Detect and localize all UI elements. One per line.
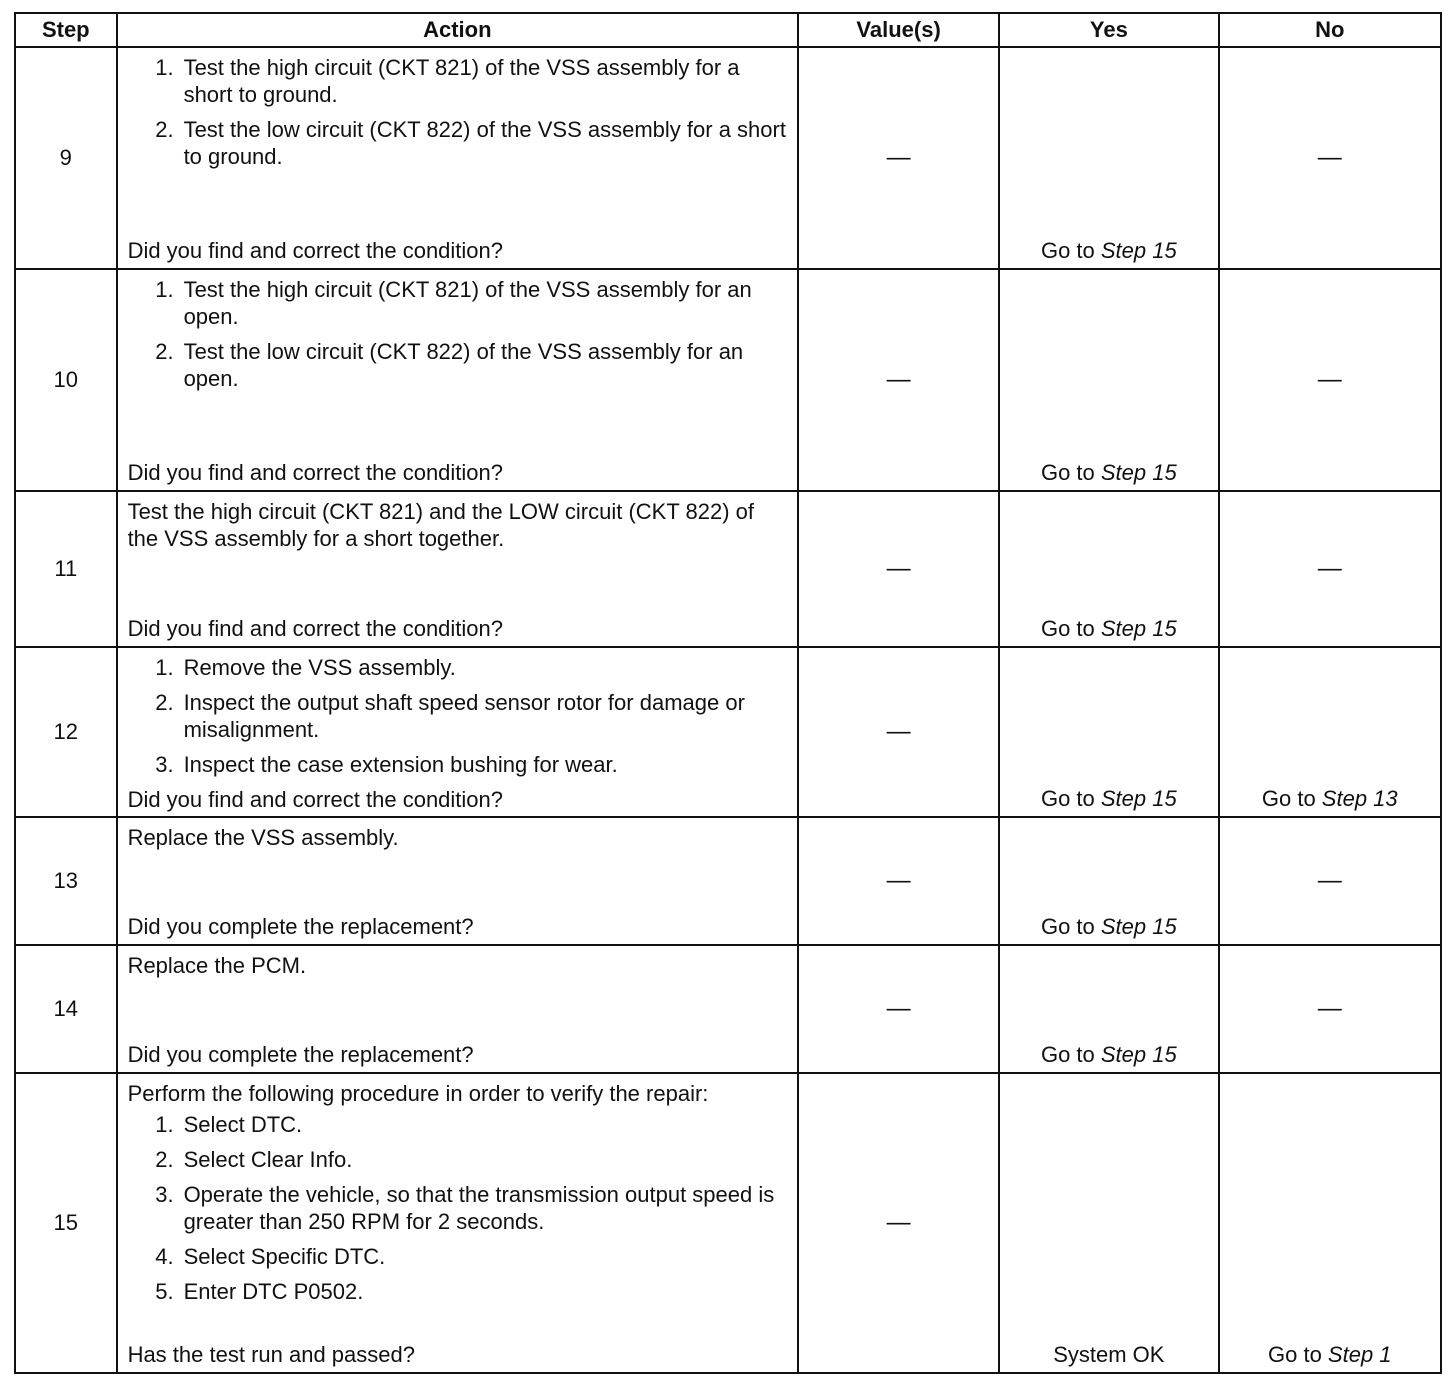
- value-cell: —: [798, 47, 999, 269]
- no-cell: —: [1219, 945, 1441, 1073]
- action-step-item: [128, 276, 788, 330]
- action-step-item: [128, 751, 788, 778]
- yes-result: Go to Step 15: [1040, 914, 1177, 939]
- value-cell: —: [798, 817, 999, 945]
- header-action: Action: [117, 13, 799, 47]
- action-steps-list: [128, 1111, 788, 1313]
- action-step-text: Inspect the case extension bushing for wear.: [183, 752, 618, 777]
- action-step-number: 3.: [155, 752, 174, 777]
- action-content: [118, 818, 798, 944]
- action-lead-text: Replace the VSS assembly.: [127, 825, 399, 850]
- action-step-number: 2.: [155, 339, 174, 364]
- action-step-item: [128, 1146, 788, 1173]
- action-question: Did you find and correct the condition?: [127, 787, 504, 812]
- action-content: [118, 1074, 798, 1372]
- action-cell: [117, 945, 799, 1073]
- action-step-item: [128, 689, 788, 743]
- no-cell: [1219, 1073, 1441, 1373]
- action-content: [118, 946, 798, 1072]
- action-lead-text: Perform the following procedure in order to verify the repair:: [127, 1081, 709, 1106]
- step-number: 9: [15, 47, 117, 269]
- action-step-number: 1.: [155, 277, 174, 302]
- action-step-item: [128, 1181, 788, 1235]
- no-result: Go to Step 13: [1261, 786, 1398, 811]
- step-number: 15: [15, 1073, 117, 1373]
- yes-result: Go to Step 15: [1040, 616, 1177, 641]
- no-cell: —: [1219, 491, 1441, 647]
- value-cell: —: [798, 269, 999, 491]
- action-cell: [117, 269, 799, 491]
- action-step-item: [128, 1243, 788, 1270]
- action-step-number: 1.: [155, 1112, 174, 1137]
- yes-cell: [999, 491, 1218, 647]
- action-step-text: Test the high circuit (CKT 821) of the VSS assembly for an open.: [183, 277, 752, 329]
- action-step-item: [128, 1111, 788, 1138]
- action-steps-list: [128, 654, 788, 786]
- table-row: [15, 269, 1441, 491]
- value-cell: —: [798, 1073, 999, 1373]
- yes-cell: [999, 1073, 1218, 1373]
- action-cell: [117, 1073, 799, 1373]
- table-row: [15, 647, 1441, 817]
- action-lead-text: Test the high circuit (CKT 821) and the LOW circuit (CKT 822) of the VSS assembly for a short together.: [127, 499, 755, 551]
- step-number: 14: [15, 945, 117, 1073]
- yes-cell: [999, 47, 1218, 269]
- action-cell: [117, 47, 799, 269]
- value-cell: —: [798, 647, 999, 817]
- table-row: [15, 817, 1441, 945]
- action-step-number: 1.: [155, 55, 174, 80]
- header-values: Value(s): [798, 13, 999, 47]
- action-question: Did you complete the replacement?: [127, 914, 474, 939]
- action-step-text: Select Specific DTC.: [183, 1244, 386, 1269]
- step-number: 13: [15, 817, 117, 945]
- value-cell: —: [798, 491, 999, 647]
- action-question: Did you find and correct the condition?: [127, 238, 504, 263]
- action-step-item: [128, 116, 788, 170]
- step-number: 12: [15, 647, 117, 817]
- action-step-text: Select Clear Info.: [183, 1147, 353, 1172]
- action-step-number: 5.: [155, 1279, 174, 1304]
- yes-cell: [999, 817, 1218, 945]
- yes-cell: [999, 647, 1218, 817]
- yes-result: Go to Step 15: [1040, 786, 1177, 811]
- diagnostic-table: [14, 12, 1442, 1374]
- no-result: Go to Step 1: [1268, 1342, 1392, 1367]
- yes-result-target: Step 15: [1100, 460, 1177, 485]
- header-row: [15, 13, 1441, 47]
- action-step-number: 3.: [155, 1182, 174, 1207]
- yes-result: System OK: [1053, 1342, 1165, 1367]
- table-row: [15, 47, 1441, 269]
- action-step-number: 4.: [155, 1244, 174, 1269]
- action-cell: [117, 491, 799, 647]
- header-yes: Yes: [999, 13, 1218, 47]
- yes-cell: [999, 269, 1218, 491]
- yes-result-target: Step 15: [1100, 1042, 1177, 1067]
- action-step-item: [128, 1278, 788, 1305]
- action-step-text: Test the low circuit (CKT 822) of the VSS assembly for a short to ground.: [183, 117, 786, 169]
- yes-result: Go to Step 15: [1040, 238, 1177, 263]
- action-content: [118, 270, 798, 490]
- no-cell: —: [1219, 817, 1441, 945]
- action-step-text: Select DTC.: [183, 1112, 303, 1137]
- action-step-number: 1.: [155, 655, 174, 680]
- action-question: Did you find and correct the condition?: [127, 460, 504, 485]
- action-step-text: Test the high circuit (CKT 821) of the VSS assembly for a short to ground.: [183, 55, 740, 107]
- yes-result-target: Step 15: [1100, 616, 1177, 641]
- yes-result-target: Step 15: [1100, 786, 1177, 811]
- action-step-item: [128, 654, 788, 681]
- action-steps-list: [128, 276, 788, 400]
- action-step-number: 2.: [155, 690, 174, 715]
- yes-result: Go to Step 15: [1040, 1042, 1177, 1067]
- action-cell: [117, 647, 799, 817]
- header-no: No: [1219, 13, 1441, 47]
- action-content: [118, 648, 798, 816]
- no-result-target: Step 13: [1321, 786, 1398, 811]
- action-step-text: Enter DTC P0502.: [183, 1279, 364, 1304]
- table-row: [15, 945, 1441, 1073]
- step-number: 10: [15, 269, 117, 491]
- header-step: Step: [15, 13, 117, 47]
- action-question: Did you find and correct the condition?: [127, 616, 504, 641]
- action-step-text: Inspect the output shaft speed sensor rotor for damage or misalignment.: [183, 690, 745, 742]
- step-number: 11: [15, 491, 117, 647]
- table-body: [15, 47, 1441, 1373]
- action-question: Did you complete the replacement?: [127, 1042, 474, 1067]
- action-step-number: 2.: [155, 1147, 174, 1172]
- value-cell: —: [798, 945, 999, 1073]
- action-step-number: 2.: [155, 117, 174, 142]
- action-cell: [117, 817, 799, 945]
- table-row: [15, 491, 1441, 647]
- action-content: [118, 492, 798, 646]
- action-step-item: [128, 54, 788, 108]
- no-cell: [1219, 647, 1441, 817]
- no-result-target: Step 1: [1327, 1342, 1392, 1367]
- yes-result-target: Step 15: [1100, 914, 1177, 939]
- no-cell: —: [1219, 269, 1441, 491]
- action-step-text: Operate the vehicle, so that the transmission output speed is greater than 250 RPM for 2 seconds.: [183, 1182, 775, 1234]
- action-step-item: [128, 338, 788, 392]
- action-lead-text: Replace the PCM.: [127, 953, 307, 978]
- action-question: Has the test run and passed?: [127, 1342, 415, 1367]
- action-step-text: Test the low circuit (CKT 822) of the VSS assembly for an open.: [183, 339, 744, 391]
- no-cell: —: [1219, 47, 1441, 269]
- yes-result: Go to Step 15: [1040, 460, 1177, 485]
- action-step-text: Remove the VSS assembly.: [183, 655, 456, 680]
- action-content: [118, 48, 798, 268]
- yes-result-target: Step 15: [1100, 238, 1177, 263]
- table-row: [15, 1073, 1441, 1373]
- yes-cell: [999, 945, 1218, 1073]
- action-steps-list: [128, 54, 788, 178]
